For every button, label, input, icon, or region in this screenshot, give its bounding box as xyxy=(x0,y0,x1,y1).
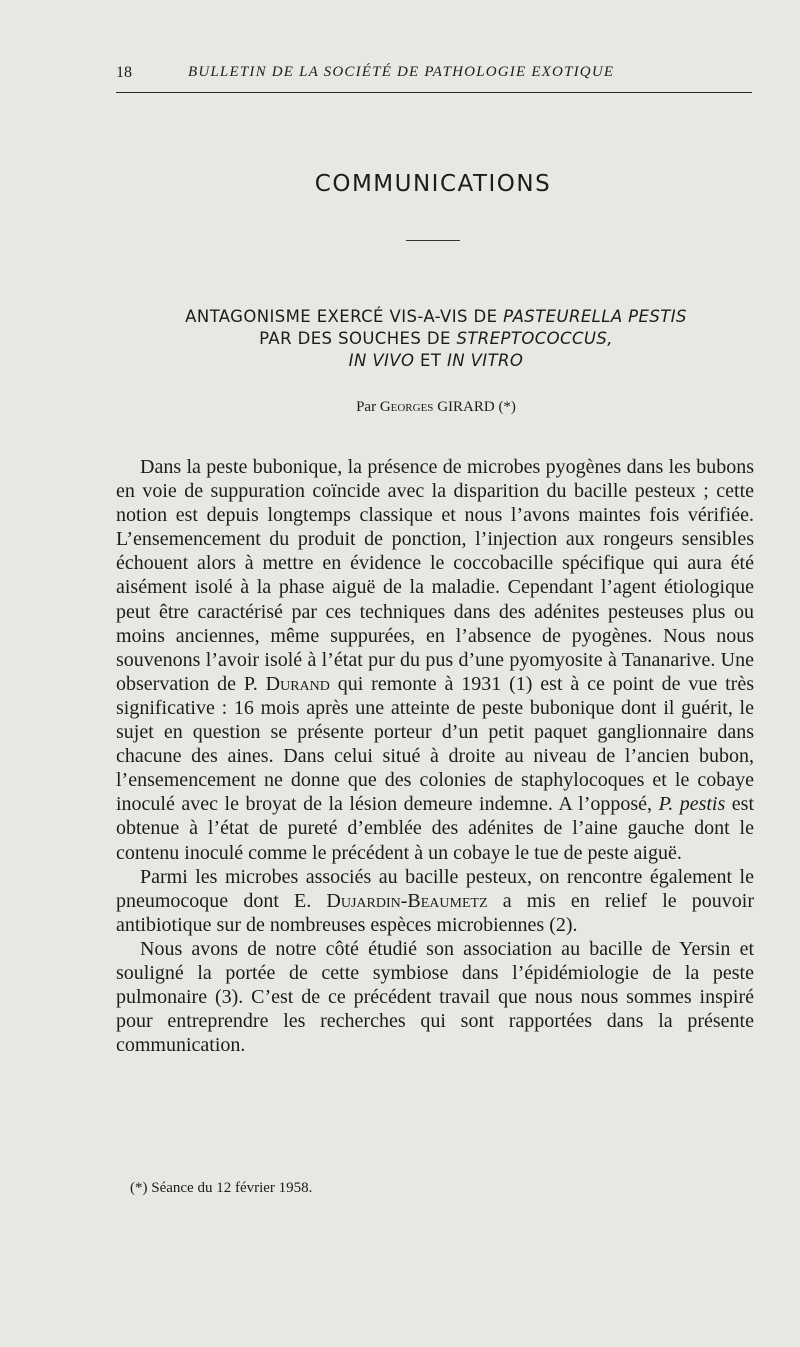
article-body xyxy=(116,455,754,1057)
author-first-name: Georges xyxy=(379,399,434,415)
paragraph-2: Parmi les microbes associés au bacille pesteux, on rencontre également le pneumocoque dont E. Dujardin-Beaumetz a mis en relief le pouvoir antibiotique sur de nombreuses espèces microbiennes (2). xyxy=(116,865,754,936)
footnote: (*) Séance du 12 février 1958. xyxy=(130,1180,313,1196)
running-header xyxy=(116,62,752,93)
title-line-1: ANTAGONISME EXERCÉ VIS-A-VIS DE PASTEURELLA PESTIS xyxy=(185,307,687,326)
paragraph-1: Dans la peste bubonique, la présence de microbes pyogènes dans les bubons en voie de suppuration coïncide avec la disparition du bacille pesteux ; cette notion est depuis longtemps classique et nous l’avons maintes fois vérifiée. L’ensemencement du produit de ponction, l’injection aux rongeurs sensibles échouent alors à mettre en évidence le coccobacille spécifique qui aura été aisément isolé à la phase aiguë de la maladie. Cependant l’agent étiologique peut être caractérisé par ces techniques dans des adénites pesteuses plus ou moins anciennes, même suppurées, en l’absence de pyogènes. Nous nous souvenons l’avoir isolé à l’état pur du pus d’une pyomyosite à Tananarive. Une observation de P. Durand qui remonte à 1931 (1) est à ce point de vue très significative : 16 mois après une atteinte de peste bubonique dont il guérit, le sujet en question se présente porteur d’un petit paquet ganglionnaire dans chacune des aines. Dans celui situé à droite au niveau de l’ancien bubon, l’ensemencement ne donne que des colonies de staphylocoques et le cobaye inoculé avec le broyat de la lésion demeure indemne. A l’opposé, P. pestis est obtenue à l’état de pureté d’emblée des adénites de l’aine gauche dont le contenu inoculé comme le précédent à un cobaye le tue de peste aiguë. xyxy=(116,456,755,864)
section-divider xyxy=(406,240,460,241)
journal-title: BULLETIN DE LA SOCIÉTÉ DE PATHOLOGIE EXOTIQUE xyxy=(188,64,615,80)
page-number: 18 xyxy=(116,64,132,81)
title-line-2: PAR DES SOUCHES DE STREPTOCOCCUS, xyxy=(259,329,613,348)
article-title xyxy=(116,306,756,372)
author-byline: Par Georges GIRARD (*) xyxy=(356,399,516,415)
author-last-name: GIRARD (*) xyxy=(433,399,516,415)
section-heading: COMMUNICATIONS xyxy=(314,171,552,197)
paragraph-3: Nous avons de notre côté étudié son association au bacille de Yersin et souligné la portée de cette symbiose dans l’épidémiologie de la peste pulmonaire (3). C’est de ce précédent travail que nous nous sommes inspiré pour entreprendre les recherches qui sont rapportées dans la présente communication. xyxy=(116,937,754,1057)
title-line-3: IN VIVO ET IN VITRO xyxy=(348,351,524,370)
